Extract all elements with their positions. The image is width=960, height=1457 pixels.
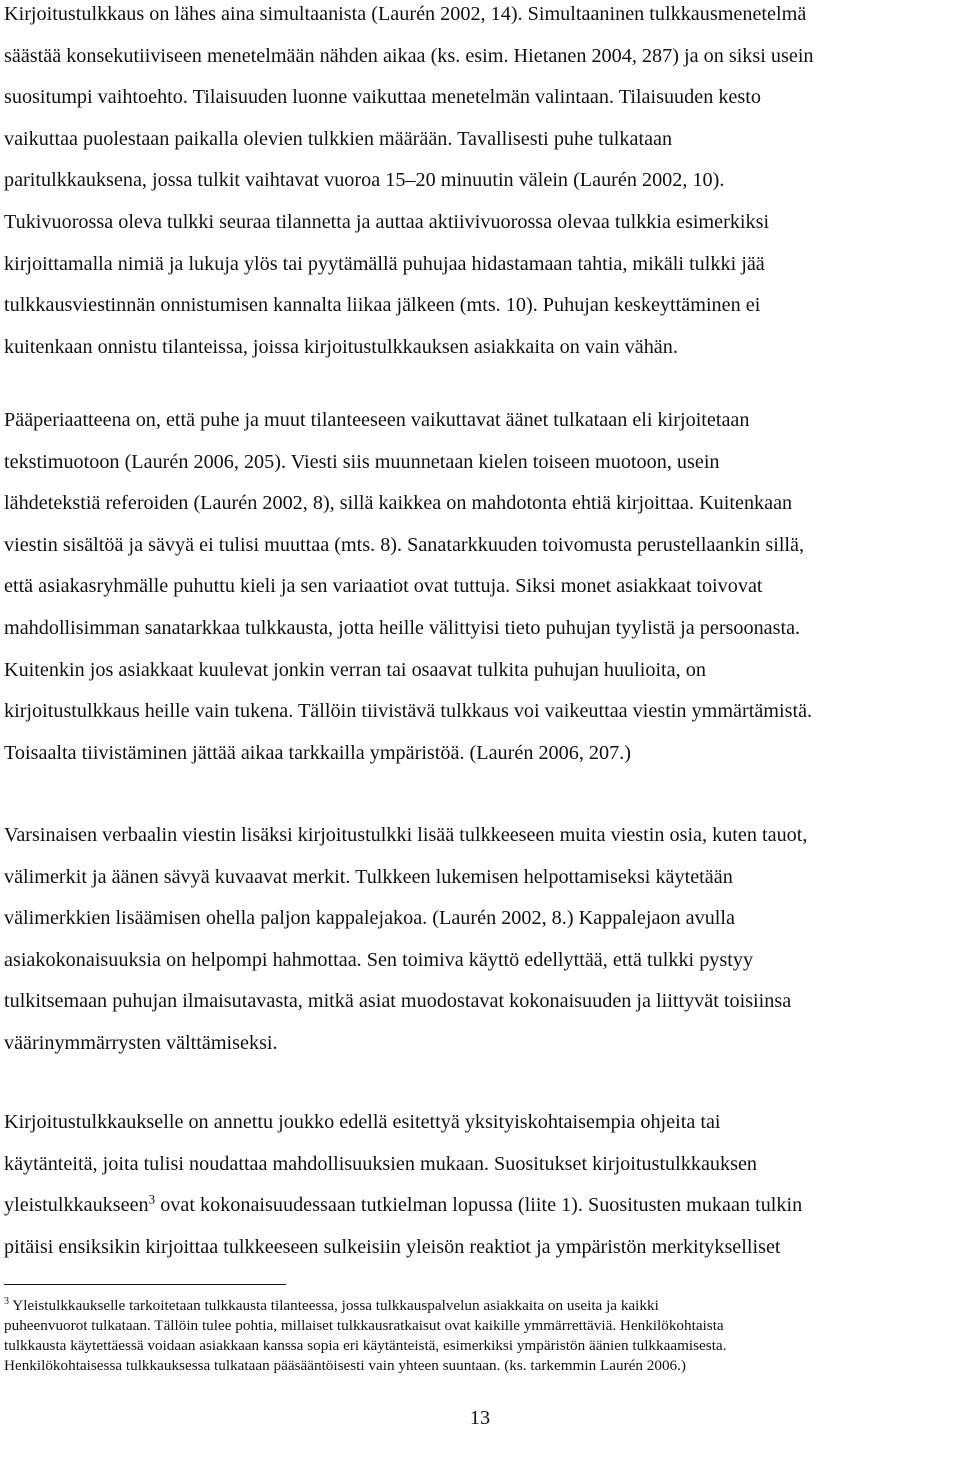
footnote-reference: 3	[148, 1191, 156, 1207]
text-line: käytänteitä, joita tulisi noudattaa mahdollisuuksien mukaan. Suositukset kirjoitustulkkauksen	[4, 1152, 757, 1175]
text-line: välimerkit ja äänen sävyä kuvaavat merkit. Tulkkeen lukemisen helpottamiseksi käytetään	[4, 865, 733, 888]
footnote	[4, 1296, 960, 1376]
text-line: tulkkausviestinnän onnistumisen kannalta liikaa jälkeen (mts. 10). Puhujan keskeyttäminen ei	[4, 294, 761, 317]
text-line: väärinymmärrysten välttämiseksi.	[4, 1031, 278, 1054]
paragraph-1	[4, 0, 960, 368]
text-line: kirjoittamalla nimiä ja lukuja ylös tai pyytämällä puhujaa hidastamaan tahtia, mikäli tulkki jää	[4, 252, 765, 275]
text-line: kuitenkaan onnistu tilanteissa, joissa kirjoitustulkkauksen asiakkaita on vain vähän.	[4, 335, 678, 358]
footnote-line	[4, 1296, 960, 1316]
text-line: asiakokonaisuuksia on helpompi hahmottaa. Sen toimiva käyttö edellyttää, että tulkki pystyy	[4, 948, 754, 971]
text-line: kirjoitustulkkaus heille vain tukena. Tällöin tiivistävä tulkkaus voi vaikeuttaa viestin ymmärtämistä.	[4, 700, 813, 723]
text-line: lähdetekstiä referoiden (Laurén 2002, 8), sillä kaikkea on mahdotonta ehtiä kirjoittaa. Kuitenkaan	[4, 492, 793, 515]
text-line: suositumpi vaihtoehto. Tilaisuuden luonne vaikuttaa menetelmän valintaan. Tilaisuuden kesto	[4, 86, 761, 109]
footnote-text: Yleistulkkaukselle tarkoitetaan tulkkausta tilanteessa, jossa tulkkauspalvelun asiakkaita on useita ja kaikki	[9, 1297, 659, 1314]
footnote-marker: 3	[4, 1295, 9, 1307]
text-line: Toisaalta tiivistäminen jättää aikaa tarkkailla ympäristöä. (Laurén 2006, 207.)	[4, 741, 631, 764]
footnote-line: Henkilökohtaisessa tulkkauksessa tulkataan pääsääntöisesti vain yhteen suuntaan. (ks. tarkemmin Laurén 2006.)	[4, 1357, 686, 1374]
text-line: Kuitenkin jos asiakkaat kuulevat jonkin verran tai osaavat tulkita puhujan huulioita, on	[4, 658, 706, 681]
text-line: pitäisi ensiksikin kirjoittaa tulkkeeseen sulkeisiin yleisön reaktiot ja ympäristön merkitykselliset	[4, 1235, 781, 1258]
text-line: Pääperiaatteena on, että puhe ja muut tilanteeseen vaikuttavat äänet tulkataan eli kirjoitetaan	[4, 409, 750, 431]
text-segment: ovat kokonaisuudessaan tutkielman lopussa (liite 1). Suositusten mukaan tulkin	[155, 1194, 803, 1217]
text-line: tulkitsemaan puhujan ilmaisutavasta, mitkä asiat muodostavat kokonaisuuden ja liittyvät toisiinsa	[4, 990, 792, 1013]
text-segment: yleistulkkaukseen	[4, 1194, 149, 1217]
text-line: Varsinaisen verbaalin viestin lisäksi kirjoitustulkki lisää tulkkeeseen muita viestin osia, kuten tauot,	[4, 824, 808, 846]
text-line: Kirjoitustulkkaus on lähes aina simultaanista (Laurén 2002, 14). Simultaaninen tulkkausmenetelmä	[4, 3, 807, 25]
text-line: välimerkkien lisäämisen ohella paljon kappalejakoa. (Laurén 2002, 8.) Kappalejaon avulla	[4, 907, 735, 930]
footnote-line: tulkkausta käytettäessä voidaan asiakkaan kanssa sopia eri käytänteistä, esimerkiksi ympäristön äänien tulkkaamisesta.	[4, 1337, 727, 1354]
footnote-line: puheenvuorot tulkataan. Tällöin tulee pohtia, millaiset tulkkausratkaisut ovat kaikille ymmärrettäviä. Henkilökohtaista	[4, 1317, 724, 1334]
paragraph-4	[4, 1102, 960, 1268]
paragraph-2	[4, 400, 960, 774]
text-line: paritulkkauksena, jossa tulkit vaihtavat vuoroa 15–20 minuutin välein (Laurén 2002, 10).	[4, 169, 725, 192]
text-line: vaikuttaa puolestaan paikalla olevien tulkkien määrään. Tavallisesti puhe tulkataan	[4, 127, 673, 150]
text-line: viestin sisältöä ja sävyä ei tulisi muuttaa (mts. 8). Sanatarkkuuden toivomusta perustellaankin sillä,	[4, 533, 805, 556]
text-line: Tukivuorossa oleva tulkki seuraa tilannetta ja auttaa aktiivivuorossa olevaa tulkkia esimerkiksi	[4, 210, 770, 233]
text-line-with-footnote-ref	[4, 1185, 960, 1227]
text-line: tekstimuotoon (Laurén 2006, 205). Viesti siis muunnetaan kielen toiseen muotoon, usein	[4, 450, 720, 473]
paragraph-3	[4, 815, 960, 1065]
footnote-separator	[4, 1284, 286, 1285]
text-line: mahdollisimman sanatarkkaa tulkkausta, jotta heille välittyisi tieto puhujan tyylistä ja persoonasta.	[4, 616, 801, 639]
text-line: säästää konsekutiiviseen menetelmään nähden aikaa (ks. esim. Hietanen 2004, 287) ja on siksi usein	[4, 44, 814, 67]
text-line: että asiakasryhmälle puhuttu kieli ja sen variaatiot ovat tuttuja. Siksi monet asiakkaat toivovat	[4, 575, 763, 598]
page-number: 13	[469, 1407, 491, 1429]
text-line: Kirjoitustulkkaukselle on annettu joukko edellä esitettyä yksityiskohtaisempia ohjeita tai	[4, 1111, 721, 1133]
